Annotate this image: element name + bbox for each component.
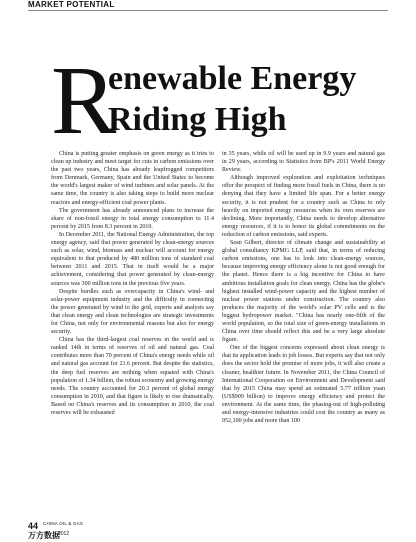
paragraph: Although improved exploration and exploitation techniques offer the prospect of finding more fossil fuels in China, there is no denying that they have a limited life span. For a better energy security, it is not prudent for a country such as China to rely heavily on imported energy resources when its own reserves are declining. More importantly, China needs to develop alternative energy resources, if it is to honor its global commitments on the reduction of carbon emissions, said experts.: [222, 175, 385, 238]
section-label: MARKET POTENTIAL: [28, 0, 115, 9]
publication-name: CHINA OIL & GAS: [43, 521, 84, 526]
paragraph: The government has already announced plans to increase the share of non-fossil energy in total energy consumption to 11.4 percent by 2015 from 8.3 percent in 2010.: [51, 207, 214, 230]
paragraph: China has the third-largest coal reserves in the world and is ranked 14th in terms of reserves of oil and natural gas. Coal contributes more than 70 percent of China's energy needs while oil and natural gas account for 21.6 percent. But despite the statistics, the deep fuel reserves are nothing when equated with China's population of 1.34 billion, the robust economy and growing energy needs. The country accounted for 20.3 percent of global energy consumption in 2010, and that figure is likely to rise dramatically. Based on China's reserves and its consumption in 2010, the coal reserves will be exhausted: [51, 337, 214, 416]
paragraph: In December 2011, the National Energy Administration, the top energy agency, said that power generated by clean-energy sources such as solar, wind, biomass and nuclear will account for energy equivalent to that produced by 480 million tons of standard coal between 2011 and 2015. That in itself would be a major achievement, considering that power generated by clean-energy sources was 300 million tons in the previous five years.: [51, 231, 214, 287]
article-right-column: [222, 150, 385, 510]
paragraph: China is putting greater emphasis on green energy as it tries to clean up industry and meet target for cuts in carbon emissions over the past two years, China has already leapfrogged competitors from Denmark, Germany, Spain and the United States to become the world's largest maker of wind turbines and solar panels. At the same time, the country is also taking steps to build more nuclear reactors and energy-efficient coal power plants.: [51, 151, 214, 206]
title-line-2: Riding High: [108, 101, 287, 138]
paragraph: in 35 years, while oil will be used up in 9.9 years and natural gas in 29 years, according to Statistics from BP's 2011 World Energy Review.: [222, 151, 385, 174]
article-left-column: [51, 150, 214, 510]
paragraph: One of the biggest concerns expressed about clean energy is that its application leads to job losses. But experts say that not only does the sector hold the promise of more jobs, it will also create a cleaner, healthier future. In November 2011, the China Council of International Cooperation on Environment and Development said that by 2015 China may spend an estimated 5.77 trillion yuan (US$909 billion) to improve energy efficiency and protect the environment. At the same time, the phasing-out of high-polluting and energy-intensive industries could cost the country as many as 952,100 jobs and more than 100: [222, 345, 385, 425]
publication-year: 2012: [58, 531, 70, 537]
page-number: 44: [28, 521, 39, 531]
title-dropcap: R: [51, 47, 117, 155]
publisher-logo: 万方数据: [28, 531, 60, 540]
header-rule: [28, 10, 388, 11]
page-footer: [28, 519, 118, 539]
title-line-1: enewable Energy: [108, 60, 357, 97]
paragraph: Sean Gilbert, director of climate change and sustainability at global consultancy KPMG LLP, said that, in terms of reducing carbon emissions, one has to look into clean-energy sources, because improving energy efficiency alone is not good enough for the planet. Hence there is a big incentive for China to have ambitious installation goals for clean energy. China has the globe's highest installed wind-power capacity and the highest number of nuclear power stations under construction. The country also produces the majority of the world's solar PV cells and is the biggest hydropower market. "China has nearly one-fifth of the world population, so the total size of green-energy installations in China over time should reflect this and be a very large absolute figure.: [222, 240, 385, 344]
paragraph: Despite hurdles such as overcapacity in China's wind- and solar-power equipment industry and the difficulty in connecting the power generated by wind to the grid, experts and analysts say that clean energy and clean technologies are strategic investments for China, not only for environmental reasons but also for energy security.: [51, 288, 214, 336]
